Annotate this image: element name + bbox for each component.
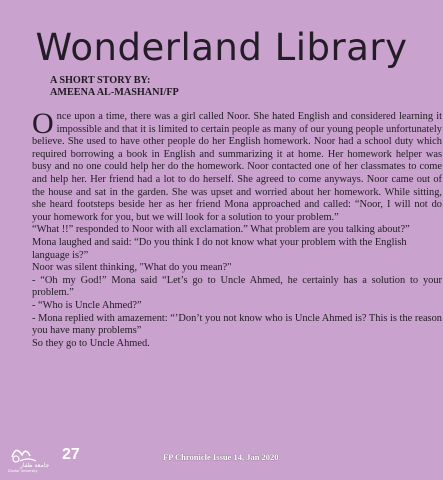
drop-cap: O (32, 107, 54, 140)
byline-label: A SHORT STORY BY: (50, 75, 151, 86)
byline-author: AMEENA AL-MASHANI/FP (50, 87, 179, 98)
logo-arabic: جامعة ظفار (20, 462, 50, 469)
story-paragraph-1 (32, 107, 442, 224)
story-line-5: - “Oh my God!” Mona said “Let’s go to Uncle Ahmed, he certainly has a solution to your problem.” (32, 274, 442, 299)
page-number: 27 (62, 446, 80, 463)
page-title: Wonderland Library (35, 26, 408, 69)
story-paragraph-1-text: nce upon a time, there was a girl called Noor. She hated English and considered learning it impossible and that it is limited to certain people as many of our young people unfortunately believe. She used to have other people do her English homework. Noor had a school duty which required borrowing a book in English and summarizing it at home. Her homework helper was busy and no one could help her do the homework. Noor contacted one of her classmates to come and help her. Her friend had a lot to do herself. She agreed to come anyways. Noor came out of the house and sat in the garden. She was upset and worried about her homework. While sitting, she heard footsteps beside her as her friend Mona approached and called: “Noor, I will not do your homework for you, but we will look for a solution to your problem.” (32, 111, 442, 223)
story-line-2: “What !!” responded to Noor with all exclamation.” What problem are you talking about?” (32, 224, 410, 236)
story-line-4: Noor was silent thinking, "What do you mean?" (32, 262, 232, 274)
story-line-6: - “Who is Uncle Ahmed?” (32, 299, 142, 311)
issue-line: FP Chronicle Issue 14, Jan 2020 (163, 452, 279, 462)
university-logo-icon (6, 443, 50, 473)
story-line-3: Mona laughed and said: “Do you think I do not know what your problem with the English language is?” (32, 236, 407, 261)
byline (50, 75, 179, 99)
story-body (32, 107, 442, 350)
logo-text: Dhofar University (8, 469, 38, 473)
story-line-7: - Mona replied with amazement: “’Don’t you not know who is Uncle Ahmed is? This is the reason you have many problems” (32, 312, 442, 337)
story-line-8: So they go to Uncle Ahmed. (32, 337, 150, 349)
